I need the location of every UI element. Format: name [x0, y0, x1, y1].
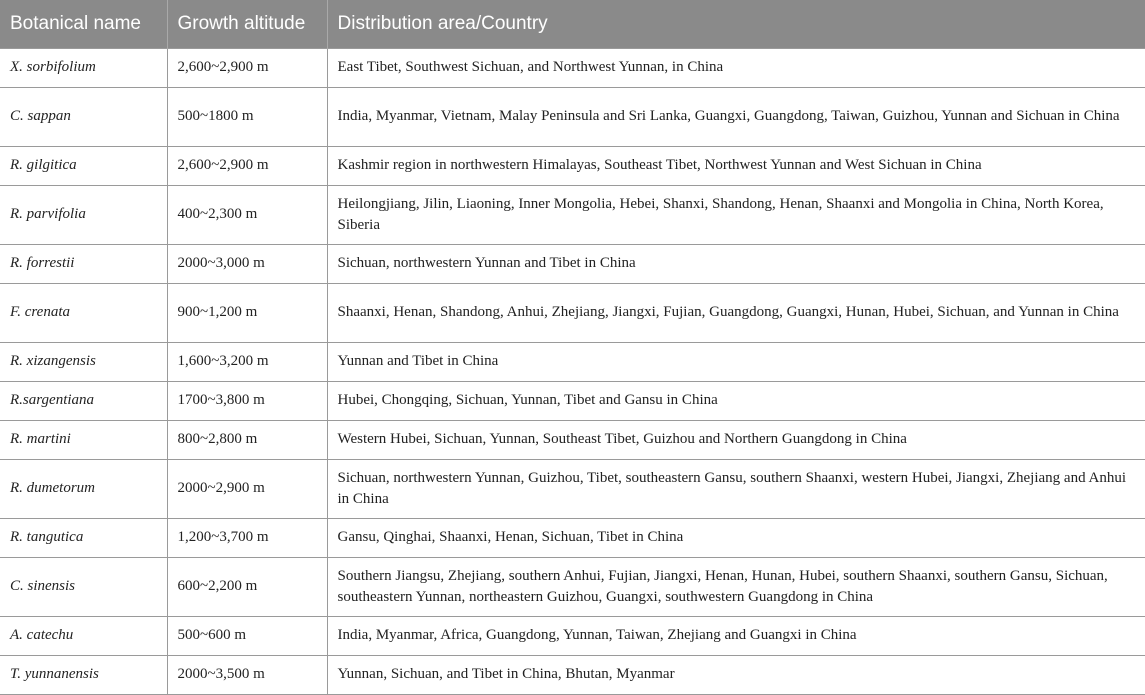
botanical-name-cell: T. yunnanensis	[0, 655, 167, 694]
growth-altitude-cell: 500~600 m	[167, 616, 327, 655]
table-row	[0, 381, 1145, 420]
distribution-area-cell: India, Myanmar, Vietnam, Malay Peninsula and Sri Lanka, Guangxi, Guangdong, Taiwan, Guizhou, Yunnan and Sichuan in China	[327, 87, 1145, 146]
distribution-area-cell: Kashmir region in northwestern Himalayas, Southeast Tibet, Northwest Yunnan and West Sichuan in China	[327, 146, 1145, 185]
growth-altitude-cell: 1,600~3,200 m	[167, 342, 327, 381]
table-row	[0, 342, 1145, 381]
botanical-name-cell: R. parvifolia	[0, 185, 167, 244]
growth-altitude-cell: 1,200~3,700 m	[167, 518, 327, 557]
table-row	[0, 616, 1145, 655]
botanical-name-cell: R. tangutica	[0, 518, 167, 557]
table-row	[0, 146, 1145, 185]
botanical-name-cell: R.sargentiana	[0, 381, 167, 420]
distribution-area-cell: Sichuan, northwestern Yunnan and Tibet in China	[327, 244, 1145, 283]
distribution-area-cell: Yunnan and Tibet in China	[327, 342, 1145, 381]
growth-altitude-cell: 2000~3,500 m	[167, 655, 327, 694]
botanical-name-cell: C. sappan	[0, 87, 167, 146]
growth-altitude-cell: 2000~3,000 m	[167, 244, 327, 283]
distribution-area-cell: Heilongjiang, Jilin, Liaoning, Inner Mongolia, Hebei, Shanxi, Shandong, Henan, Shaanxi and Mongolia in China, North Korea, Siberia	[327, 185, 1145, 244]
distribution-area-cell: Shaanxi, Henan, Shandong, Anhui, Zhejiang, Jiangxi, Fujian, Guangdong, Guangxi, Hunan, Hubei, Sichuan, and Yunnan in China	[327, 283, 1145, 342]
growth-altitude-cell: 1700~3,800 m	[167, 381, 327, 420]
table-row	[0, 48, 1145, 87]
growth-altitude-cell: 2000~2,900 m	[167, 459, 327, 518]
table-row	[0, 185, 1145, 244]
column-header-distribution-area: Distribution area/Country	[327, 0, 1145, 48]
table-row	[0, 518, 1145, 557]
table-row	[0, 283, 1145, 342]
table-row	[0, 420, 1145, 459]
botanical-name-cell: C. sinensis	[0, 557, 167, 616]
table-row	[0, 557, 1145, 616]
distribution-area-cell: Sichuan, northwestern Yunnan, Guizhou, Tibet, southeastern Gansu, southern Shaanxi, western Hubei, Jiangxi, Zhejiang and Anhui in China	[327, 459, 1145, 518]
botanical-name-cell: R. gilgitica	[0, 146, 167, 185]
botanical-name-cell: X. sorbifolium	[0, 48, 167, 87]
growth-altitude-cell: 600~2,200 m	[167, 557, 327, 616]
growth-altitude-cell: 500~1800 m	[167, 87, 327, 146]
column-header-growth-altitude: Growth altitude	[167, 0, 327, 48]
table-row	[0, 87, 1145, 146]
distribution-area-cell: Hubei, Chongqing, Sichuan, Yunnan, Tibet and Gansu in China	[327, 381, 1145, 420]
botanical-name-cell: F. crenata	[0, 283, 167, 342]
growth-altitude-cell: 2,600~2,900 m	[167, 48, 327, 87]
growth-altitude-cell: 400~2,300 m	[167, 185, 327, 244]
growth-altitude-cell: 800~2,800 m	[167, 420, 327, 459]
distribution-area-cell: Gansu, Qinghai, Shaanxi, Henan, Sichuan, Tibet in China	[327, 518, 1145, 557]
distribution-area-cell: Southern Jiangsu, Zhejiang, southern Anhui, Fujian, Jiangxi, Henan, Hunan, Hubei, southern Shaanxi, southern Gansu, Sichuan, southeastern Yunnan, northeastern Guizhou, Guangxi, southwestern Guangdong in China	[327, 557, 1145, 616]
column-header-botanical-name: Botanical name	[0, 0, 167, 48]
table-row	[0, 459, 1145, 518]
botanical-name-cell: R. martini	[0, 420, 167, 459]
botanical-name-cell: A. catechu	[0, 616, 167, 655]
table-row	[0, 244, 1145, 283]
table-row	[0, 655, 1145, 694]
distribution-area-cell: Yunnan, Sichuan, and Tibet in China, Bhutan, Myanmar	[327, 655, 1145, 694]
botanical-name-cell: R. dumetorum	[0, 459, 167, 518]
distribution-area-cell: Western Hubei, Sichuan, Yunnan, Southeast Tibet, Guizhou and Northern Guangdong in China	[327, 420, 1145, 459]
table-header-row	[0, 0, 1145, 48]
distribution-area-cell: East Tibet, Southwest Sichuan, and Northwest Yunnan, in China	[327, 48, 1145, 87]
growth-altitude-cell: 2,600~2,900 m	[167, 146, 327, 185]
growth-altitude-cell: 900~1,200 m	[167, 283, 327, 342]
botanical-name-cell: R. forrestii	[0, 244, 167, 283]
botanical-name-cell: R. xizangensis	[0, 342, 167, 381]
distribution-area-cell: India, Myanmar, Africa, Guangdong, Yunnan, Taiwan, Zhejiang and Guangxi in China	[327, 616, 1145, 655]
